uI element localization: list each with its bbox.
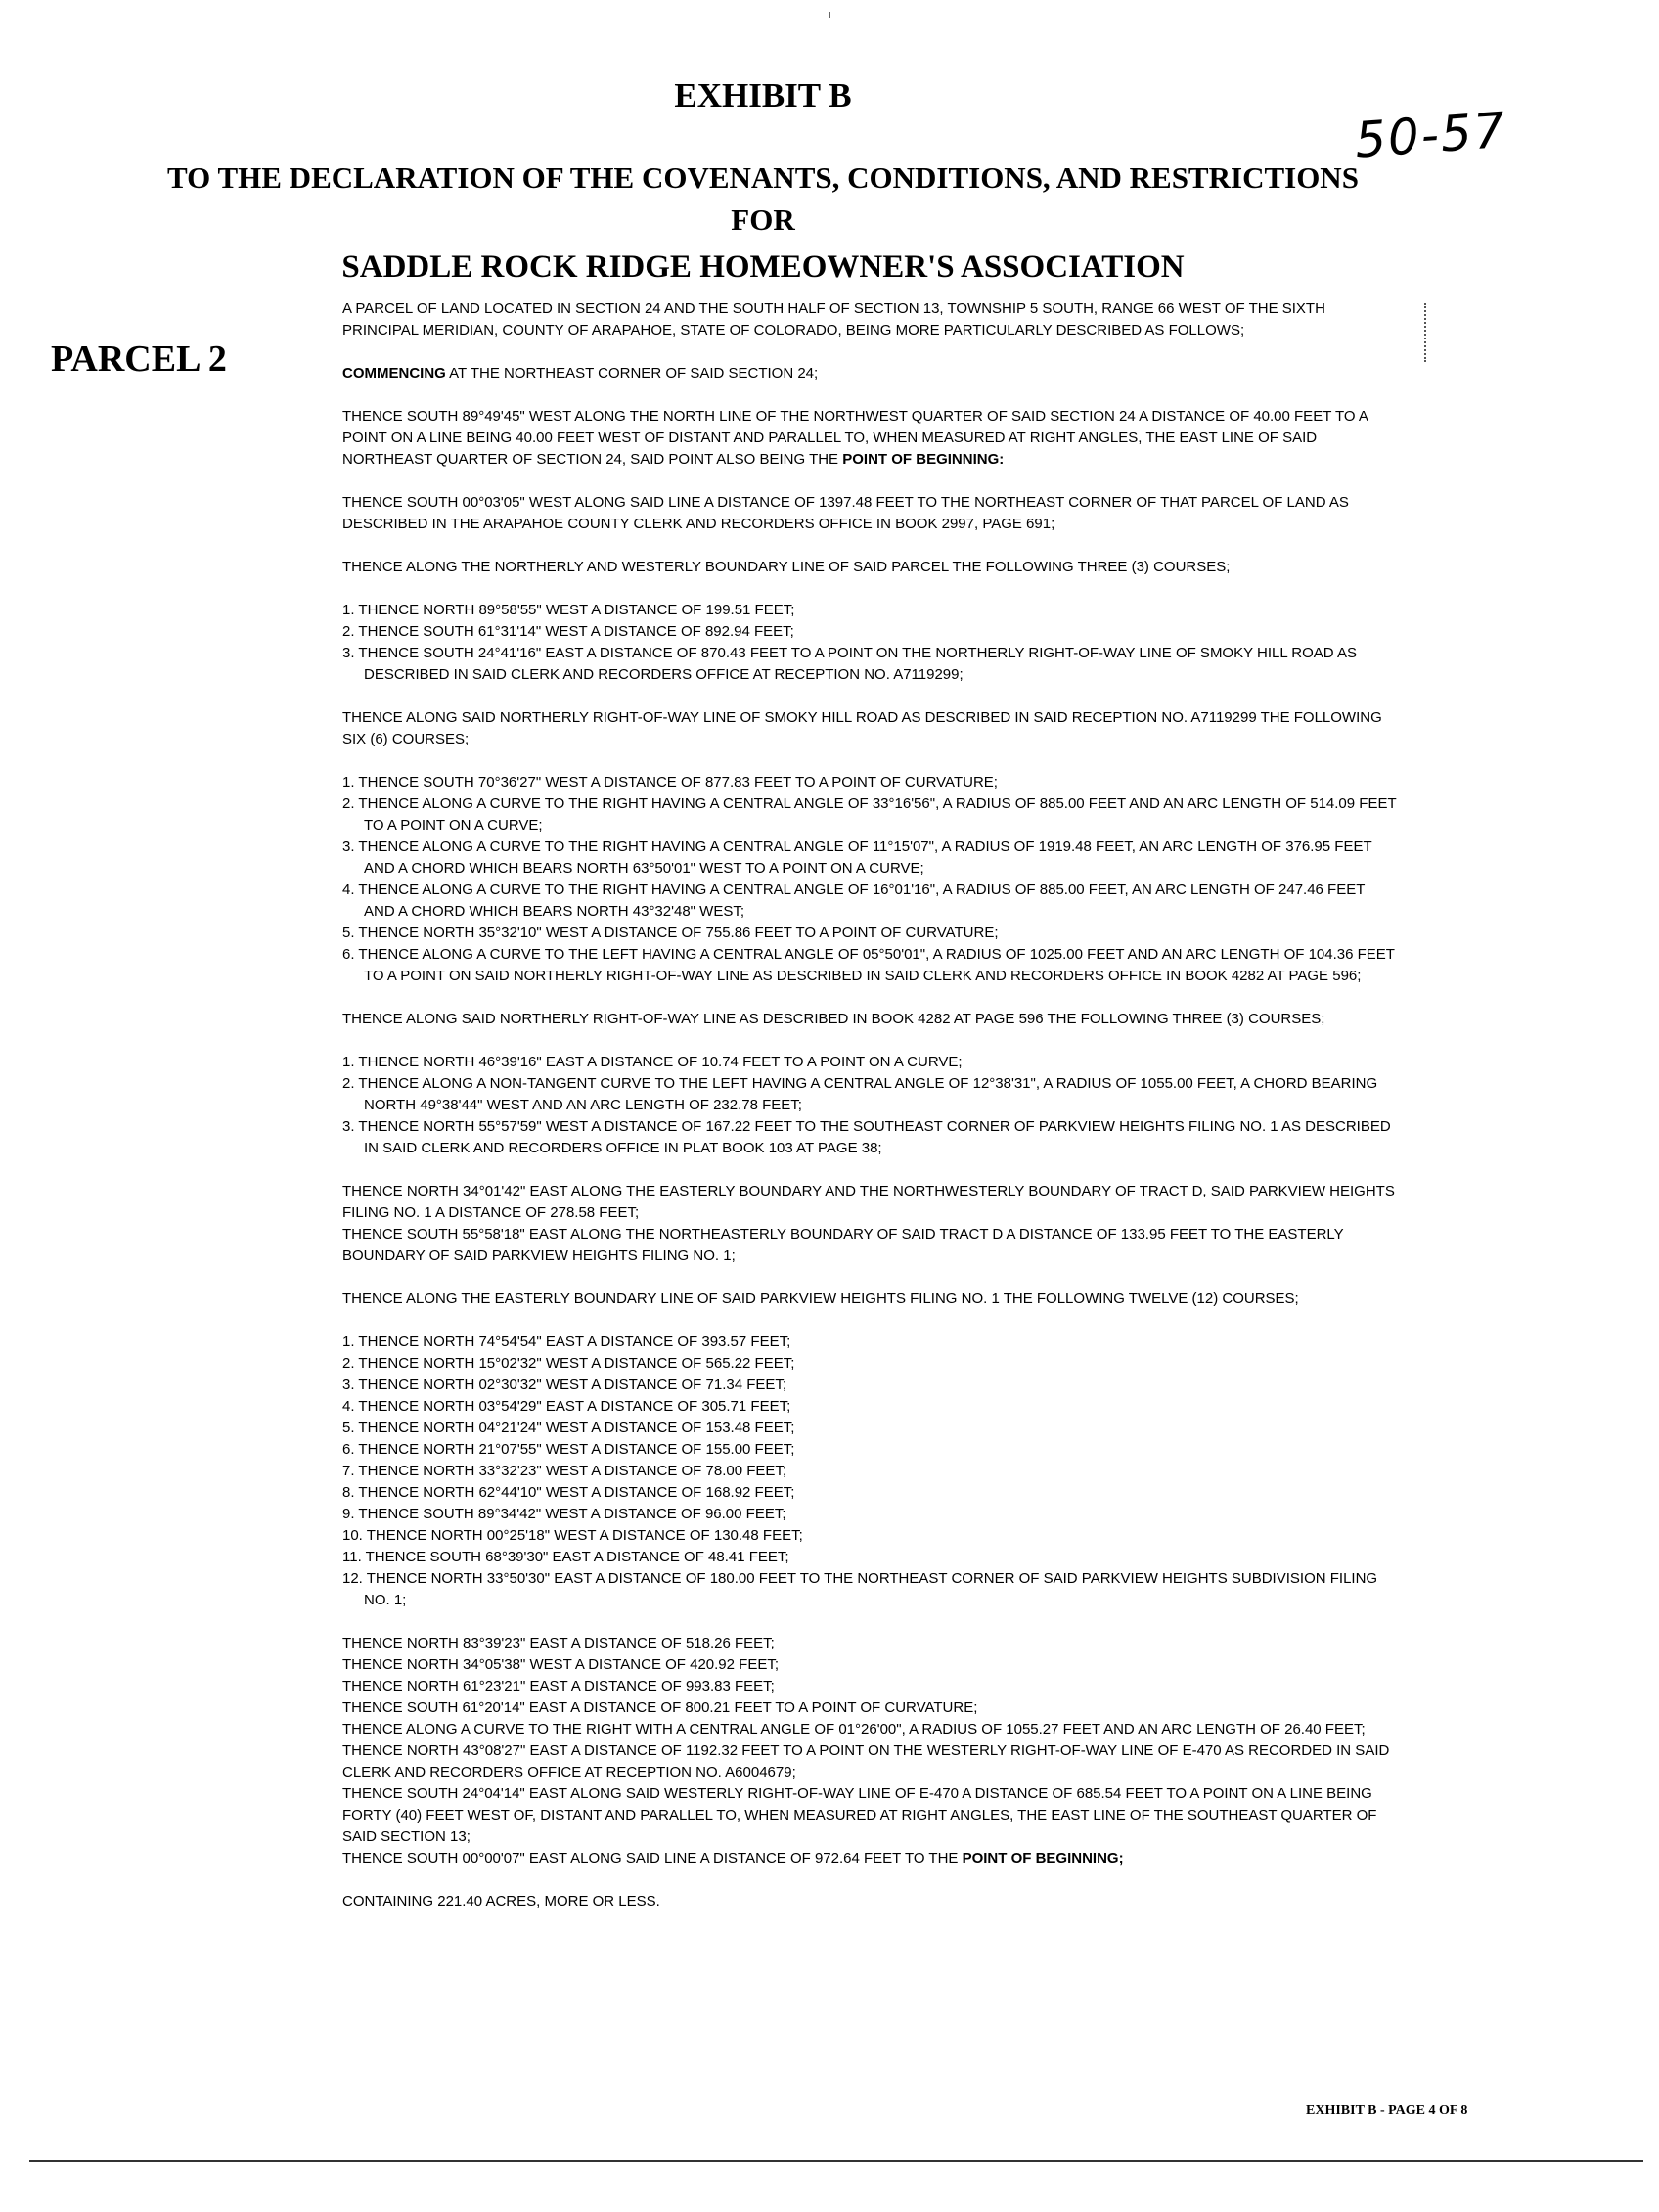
list-item: 1. THENCE NORTH 89°58'55" WEST A DISTANCE OF 199.51 FEET; — [342, 602, 795, 618]
final-line: THENCE SOUTH 61°20'14" EAST A DISTANCE OF 800.21 FEET TO A POINT OF CURVATURE; — [342, 1699, 978, 1716]
final-line-last — [342, 1848, 1399, 1870]
courses-a-list — [342, 600, 1399, 686]
list-item: 3. THENCE SOUTH 24°41'16" EAST A DISTANCE OF 870.43 FEET TO A POINT ON THE NORTHERLY RIGHT-OF-WAY LINE OF SMOKY HILL ROAD AS DESCRIBED IN SAID CLERK AND RECORDERS OFFICE AT RECEPTION NO. A7119299; — [342, 645, 1357, 683]
list-item: 5. THENCE NORTH 35°32'10" WEST A DISTANCE OF 755.86 FEET TO A POINT OF CURVATURE; — [342, 925, 999, 941]
courses-c-intro: THENCE ALONG SAID NORTHERLY RIGHT-OF-WAY LINE AS DESCRIBED IN BOOK 4282 AT PAGE 596 THE FOLLOWING THREE (3) COURSES; — [342, 1011, 1325, 1027]
exhibit-title: EXHIBIT B — [674, 76, 852, 114]
margin-mark — [1424, 303, 1428, 362]
list-item: 8. THENCE NORTH 62°44'10" WEST A DISTANCE OF 168.92 FEET; — [342, 1484, 795, 1501]
parcel-label: PARCEL 2 — [51, 339, 227, 380]
declaration-heading — [0, 157, 1526, 290]
point-of-beginning-label: POINT OF BEGINNING: — [842, 451, 1005, 468]
list-item: 4. THENCE ALONG A CURVE TO THE RIGHT HAVING A CENTRAL ANGLE OF 16°01'16", A RADIUS OF 885.00 FEET, AN ARC LENGTH OF 247.46 FEET AND A CHORD WHICH BEARS NORTH 43°32'48" WEST; — [342, 881, 1366, 920]
courses-b-intro: THENCE ALONG SAID NORTHERLY RIGHT-OF-WAY LINE OF SMOKY HILL ROAD AS DESCRIBED IN SAID RECEPTION NO. A7119299 THE FOLLOWING SIX (6) COURSES; — [342, 709, 1382, 747]
list-item: 2. THENCE NORTH 15°02'32" WEST A DISTANCE OF 565.22 FEET; — [342, 1355, 795, 1372]
list-item: 12. THENCE NORTH 33°50'30" EAST A DISTANCE OF 180.00 FEET TO THE NORTHEAST CORNER OF SAID PARKVIEW HEIGHTS SUBDIVISION FILING NO. 1; — [342, 1570, 1378, 1608]
courses-d-list — [342, 1332, 1399, 1611]
final-courses — [342, 1633, 1399, 1870]
final-line: THENCE ALONG A CURVE TO THE RIGHT WITH A CENTRAL ANGLE OF 01°26'00", A RADIUS OF 1055.27 FEET AND AN ARC LENGTH OF 26.40 FEET; — [342, 1721, 1366, 1738]
final-line: THENCE SOUTH 24°04'14" EAST ALONG SAID WESTERLY RIGHT-OF-WAY LINE OF E-470 A DISTANCE OF 685.54 FEET TO A POINT ON A LINE BEING FORTY (40) FEET WEST OF, DISTANT AND PARALLEL TO, WHEN MEASURED AT RIGHT ANGLES, THE EAST LINE OF THE SOUTHEAST QUARTER OF SAID SECTION 13; — [342, 1785, 1377, 1845]
list-item: 4. THENCE NORTH 03°54'29" EAST A DISTANCE OF 305.71 FEET; — [342, 1398, 791, 1415]
final-line: THENCE NORTH 34°05'38" WEST A DISTANCE OF 420.92 FEET; — [342, 1656, 779, 1673]
tract-paragraph-2: THENCE SOUTH 55°58'18" EAST ALONG THE NORTHEASTERLY BOUNDARY OF SAID TRACT D A DISTANCE OF 133.95 FEET TO THE EASTERLY BOUNDARY OF SAID PARKVIEW HEIGHTS FILING NO. 1; — [342, 1226, 1344, 1264]
courses-a-intro: THENCE ALONG THE NORTHERLY AND WESTERLY BOUNDARY LINE OF SAID PARCEL THE FOLLOWING THREE (3) COURSES; — [342, 559, 1231, 575]
final-line: THENCE NORTH 61°23'21" EAST A DISTANCE OF 993.83 FEET; — [342, 1678, 775, 1694]
commencing-paragraph — [342, 363, 1399, 384]
intro-paragraph: A PARCEL OF LAND LOCATED IN SECTION 24 AND THE SOUTH HALF OF SECTION 13, TOWNSHIP 5 SOUTH, RANGE 66 WEST OF THE SIXTH PRINCIPAL MERIDIAN, COUNTY OF ARAPAHOE, STATE OF COLORADO, BEING MORE PARTICULARLY DESCRIBED AS FOLLOWS; — [342, 300, 1325, 339]
page-footer: EXHIBIT B - PAGE 4 OF 8 — [1306, 2103, 1468, 2118]
legal-description — [342, 298, 1399, 1934]
thence-paragraph-1 — [342, 406, 1399, 471]
list-item: 6. THENCE NORTH 21°07'55" WEST A DISTANCE OF 155.00 FEET; — [342, 1441, 795, 1458]
commencing-label: COMMENCING — [342, 365, 446, 382]
containing-acreage: CONTAINING 221.40 ACRES, MORE OR LESS. — [342, 1893, 660, 1910]
commencing-text: AT THE NORTHEAST CORNER OF SAID SECTION 24; — [445, 365, 819, 382]
heading-association-name: SADDLE ROCK RIDGE HOMEOWNER'S ASSOCIATION — [341, 249, 1185, 285]
thence-paragraph-2: THENCE SOUTH 00°03'05" WEST ALONG SAID LINE A DISTANCE OF 1397.48 FEET TO THE NORTHEAST CORNER OF THAT PARCEL OF LAND AS DESCRIBED IN THE ARAPAHOE COUNTY CLERK AND RECORDERS OFFICE IN BOOK 2997, PAGE 691; — [342, 494, 1349, 532]
heading-line-1: TO THE DECLARATION OF THE COVENANTS, CONDITIONS, AND RESTRICTIONS — [167, 160, 1359, 195]
list-item: 1. THENCE NORTH 74°54'54" EAST A DISTANCE OF 393.57 FEET; — [342, 1333, 791, 1350]
list-item: 3. THENCE NORTH 55°57'59" WEST A DISTANCE OF 167.22 FEET TO THE SOUTHEAST CORNER OF PARKVIEW HEIGHTS FILING NO. 1 AS DESCRIBED IN SAID CLERK AND RECORDERS OFFICE IN PLAT BOOK 103 AT PAGE 38; — [342, 1118, 1391, 1156]
list-item: 2. THENCE ALONG A CURVE TO THE RIGHT HAVING A CENTRAL ANGLE OF 33°16'56", A RADIUS OF 885.00 FEET AND AN ARC LENGTH OF 514.09 FEET TO A POINT ON A CURVE; — [342, 795, 1397, 834]
list-item: 3. THENCE ALONG A CURVE TO THE RIGHT HAVING A CENTRAL ANGLE OF 11°15'07", A RADIUS OF 1919.48 FEET, AN ARC LENGTH OF 376.95 FEET AND A CHORD WHICH BEARS NORTH 63°50'01" WEST TO A POINT ON A CURVE; — [342, 838, 1372, 877]
list-item: 2. THENCE SOUTH 61°31'14" WEST A DISTANCE OF 892.94 FEET; — [342, 623, 794, 640]
tract-paragraph-1: THENCE NORTH 34°01'42" EAST ALONG THE EASTERLY BOUNDARY AND THE NORTHWESTERLY BOUNDARY OF TRACT D, SAID PARKVIEW HEIGHTS FILING NO. 1 A DISTANCE OF 278.58 FEET; — [342, 1183, 1395, 1221]
point-of-beginning-label: POINT OF BEGINNING; — [962, 1850, 1124, 1867]
thence-text-1: THENCE SOUTH 89°49'45" WEST ALONG THE NORTH LINE OF THE NORTHWEST QUARTER OF SAID SECTION 24 A DISTANCE OF 40.00 FEET TO A POINT ON A LINE BEING 40.00 FEET WEST OF DISTANT AND PARALLEL TO, WHEN MEASURED AT RIGHT ANGLES, THE EAST LINE OF SAID NORTHEAST QUARTER OF SECTION 24, SAID POINT ALSO BEING THE — [342, 408, 1368, 468]
bottom-rule — [29, 2160, 1643, 2162]
list-item: 11. THENCE SOUTH 68°39'30" EAST A DISTANCE OF 48.41 FEET; — [342, 1549, 789, 1565]
list-item: 2. THENCE ALONG A NON-TANGENT CURVE TO THE LEFT HAVING A CENTRAL ANGLE OF 12°38'31", A RADIUS OF 1055.00 FEET, A CHORD BEARING NORTH 49°38'44" WEST AND AN ARC LENGTH OF 232.78 FEET; — [342, 1075, 1378, 1113]
courses-d-intro: THENCE ALONG THE EASTERLY BOUNDARY LINE OF SAID PARKVIEW HEIGHTS FILING NO. 1 THE FOLLOWING TWELVE (12) COURSES; — [342, 1290, 1299, 1307]
list-item: 1. THENCE NORTH 46°39'16" EAST A DISTANCE OF 10.74 FEET TO A POINT ON A CURVE; — [342, 1054, 963, 1070]
list-item: 10. THENCE NORTH 00°25'18" WEST A DISTANCE OF 130.48 FEET; — [342, 1527, 803, 1544]
list-item: 7. THENCE NORTH 33°32'23" WEST A DISTANCE OF 78.00 FEET; — [342, 1463, 787, 1479]
final-line: THENCE NORTH 83°39'23" EAST A DISTANCE OF 518.26 FEET; — [342, 1635, 775, 1651]
list-item: 9. THENCE SOUTH 89°34'42" WEST A DISTANCE OF 96.00 FEET; — [342, 1506, 786, 1522]
courses-b-list — [342, 772, 1399, 987]
final-line-text: THENCE SOUTH 00°00'07" EAST ALONG SAID LINE A DISTANCE OF 972.64 FEET TO THE — [342, 1850, 963, 1867]
list-item: 1. THENCE SOUTH 70°36'27" WEST A DISTANCE OF 877.83 FEET TO A POINT OF CURVATURE; — [342, 774, 998, 790]
handwritten-note: 50-57 — [1353, 101, 1509, 169]
list-item: 6. THENCE ALONG A CURVE TO THE LEFT HAVING A CENTRAL ANGLE OF 05°50'01", A RADIUS OF 1025.00 FEET AND AN ARC LENGTH OF 104.36 FEET TO A POINT ON SAID NORTHERLY RIGHT-OF-WAY LINE AS DESCRIBED IN SAID CLERK AND RECORDERS OFFICE IN BOOK 4282 AT PAGE 596; — [342, 946, 1395, 984]
list-item: 5. THENCE NORTH 04°21'24" WEST A DISTANCE OF 153.48 FEET; — [342, 1420, 795, 1436]
heading-line-2: FOR — [731, 203, 795, 237]
list-item: 3. THENCE NORTH 02°30'32" WEST A DISTANCE OF 71.34 FEET; — [342, 1377, 787, 1393]
courses-c-list — [342, 1052, 1399, 1159]
final-line: THENCE NORTH 43°08'27" EAST A DISTANCE OF 1192.32 FEET TO A POINT ON THE WESTERLY RIGHT-OF-WAY LINE OF E-470 AS RECORDED IN SAID CLERK AND RECORDERS OFFICE AT RECEPTION NO. A6004679; — [342, 1742, 1390, 1781]
